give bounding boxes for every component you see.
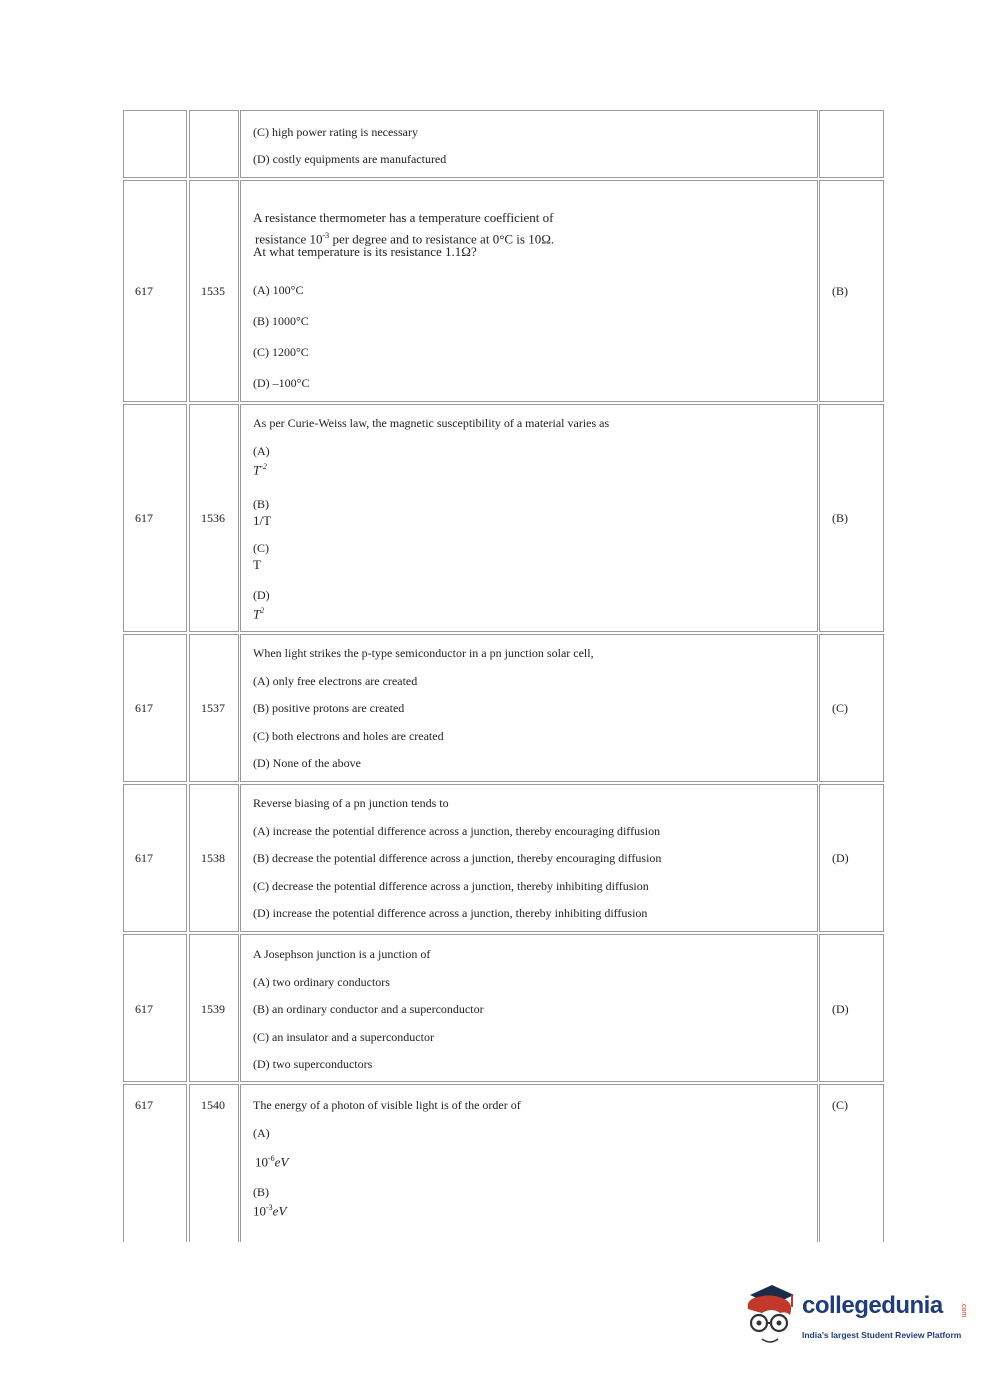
option-math: $T^2$: [253, 606, 265, 622]
option-math: $T^{-2}$: [253, 462, 267, 478]
option-label: (C): [253, 541, 269, 555]
option-label: (A): [253, 1126, 270, 1140]
option-label: (A): [253, 444, 270, 458]
option-text: (D) costly equipments are manufactured: [253, 152, 447, 166]
cell-sno: [123, 934, 187, 1082]
cell-answer: [819, 404, 884, 632]
question-text: A resistance thermometer has a temperature coefficient of: [253, 210, 554, 225]
question-number: 1535: [201, 284, 225, 298]
collegedunia-logo-icon: [742, 1283, 800, 1353]
cell-sno: [123, 784, 187, 932]
cell-question: [240, 110, 818, 178]
option-math: 1/T: [253, 513, 272, 528]
table-row: [122, 934, 886, 1082]
answer-key: (D): [832, 851, 849, 865]
cell-answer: [819, 934, 884, 1082]
option-text: (C) decrease the potential difference across a junction, thereby inhibiting diffusion: [253, 879, 649, 893]
option-text: (C) 1200°C: [253, 345, 309, 359]
subject-code: 617: [135, 511, 153, 525]
option-text: (D) increase the potential difference across a junction, thereby inhibiting diffusion: [253, 906, 648, 920]
cell-sno: [123, 634, 187, 782]
option-math: T: [253, 557, 261, 572]
question-number: 1539: [201, 1002, 225, 1016]
questions-table: [122, 110, 886, 1242]
question-number: 1540: [201, 1098, 225, 1112]
question-number: 1537: [201, 701, 225, 715]
option-text: (C) high power rating is necessary: [253, 125, 418, 139]
table-row: [122, 634, 886, 782]
subject-code: 617: [135, 701, 153, 715]
option-text: (B) positive protons are created: [253, 701, 405, 715]
option-text: (A) two ordinary conductors: [253, 975, 390, 989]
table-row: [122, 1084, 886, 1242]
option-text: (B) 1000°C: [253, 314, 309, 328]
question-number: 1538: [201, 851, 225, 865]
answer-key: (C): [832, 1098, 848, 1112]
cell-answer: [819, 634, 884, 782]
cell-qid: [189, 110, 239, 178]
option-label: (B): [253, 497, 269, 511]
subject-code: 617: [135, 1098, 153, 1112]
table-row: [122, 180, 886, 402]
brand-name: collegedunia: [802, 1292, 943, 1319]
answer-key: (B): [832, 284, 848, 298]
subject-code: 617: [135, 851, 153, 865]
option-text: (A) 100°C: [253, 283, 304, 297]
cell-sno: [123, 1084, 187, 1242]
subject-code: 617: [135, 1002, 153, 1016]
brand-suffix: .com: [960, 1302, 967, 1318]
option-text: (C) an insulator and a superconductor: [253, 1030, 434, 1044]
cell-question: [240, 404, 818, 632]
table-row: [122, 404, 886, 632]
option-text: (C) both electrons and holes are created: [253, 729, 444, 743]
cell-sno: [123, 110, 187, 178]
option-text: (D) None of the above: [253, 756, 361, 770]
question-text: When light strikes the p-type semiconductor in a pn junction solar cell,: [253, 646, 594, 660]
option-label: (B): [253, 1185, 269, 1199]
question-text: At what temperature is its resistance 1.1Ω?: [253, 244, 477, 259]
table-row: [122, 784, 886, 932]
option-text: (B) decrease the potential difference across a junction, thereby encouraging diffusion: [253, 851, 662, 865]
answer-key: (B): [832, 511, 848, 525]
cell-answer: [819, 784, 884, 932]
answer-key: (C): [832, 701, 848, 715]
answer-key: (D): [832, 1002, 849, 1016]
option-text: (D) two superconductors: [253, 1057, 373, 1071]
question-text: resistance $10^{-3}$ per degree and to resistance at 0°C is 10Ω.: [255, 231, 555, 247]
option-text: (B) an ordinary conductor and a superconductor: [253, 1002, 484, 1016]
table-row: [122, 110, 886, 178]
option-math: $10^{-6}eV$: [255, 1154, 289, 1170]
cell-answer: [819, 1084, 884, 1242]
option-text: (A) increase the potential difference across a junction, thereby encouraging diffusion: [253, 824, 661, 838]
question-number: 1536: [201, 511, 225, 525]
option-label: (D): [253, 588, 270, 602]
brand-tagline: India's largest Student Review Platform: [802, 1330, 962, 1340]
question-text: Reverse biasing of a pn junction tends to: [253, 796, 449, 810]
question-text: The energy of a photon of visible light is of the order of: [253, 1098, 521, 1112]
option-text: (A) only free electrons are created: [253, 674, 418, 688]
option-text: (D) –100°C: [253, 376, 310, 390]
option-math: $10^{-3}eV$: [253, 1203, 287, 1219]
subject-code: 617: [135, 284, 153, 298]
cell-sno: [123, 404, 187, 632]
cell-answer: [819, 110, 884, 178]
cell-sno: [123, 180, 187, 402]
question-text: A Josephson junction is a junction of: [253, 947, 431, 961]
question-text: As per Curie-Weiss law, the magnetic susceptibility of a material varies as: [253, 416, 610, 430]
cell-answer: [819, 180, 884, 402]
